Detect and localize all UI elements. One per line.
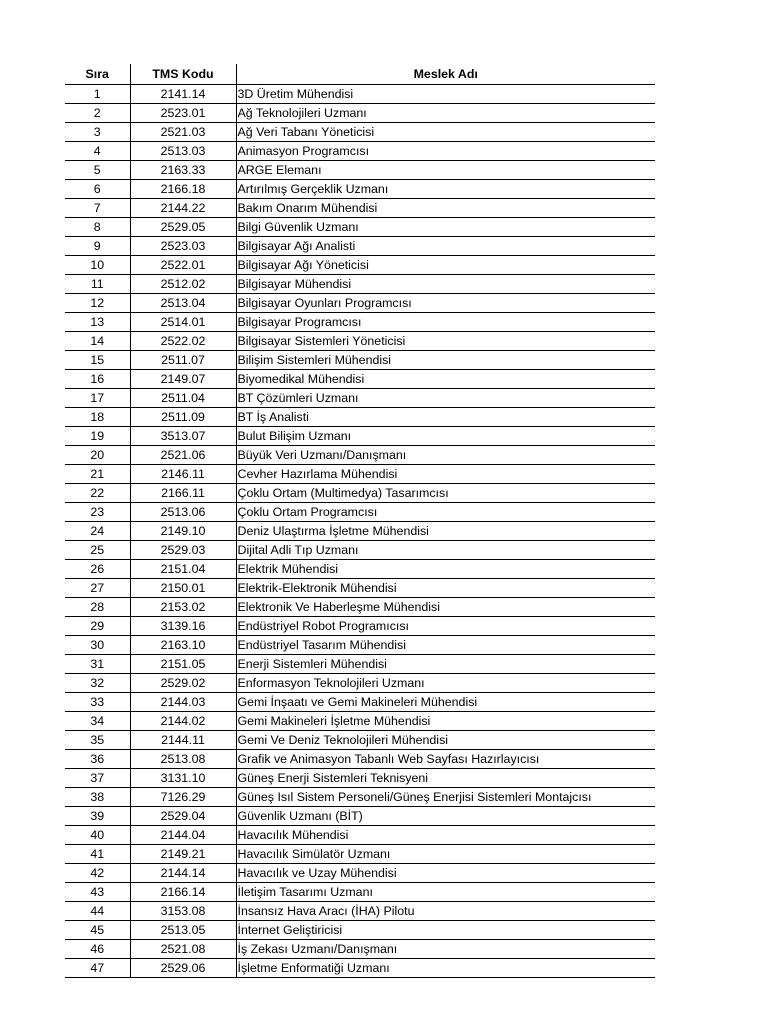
table-row xyxy=(65,351,655,370)
cell-sira: 19 xyxy=(65,427,130,446)
cell-sira: 23 xyxy=(65,503,130,522)
cell-tms-kodu: 2151.05 xyxy=(130,655,236,674)
cell-sira: 47 xyxy=(65,959,130,978)
cell-sira: 43 xyxy=(65,883,130,902)
table-row xyxy=(65,104,655,123)
cell-sira: 20 xyxy=(65,446,130,465)
cell-tms-kodu: 2511.09 xyxy=(130,408,236,427)
cell-sira: 21 xyxy=(65,465,130,484)
table-row xyxy=(65,541,655,560)
cell-tms-kodu: 2149.10 xyxy=(130,522,236,541)
table-row xyxy=(65,522,655,541)
cell-meslek-adi: İşletme Enformatiği Uzmanı xyxy=(236,959,655,978)
cell-meslek-adi: Biyomedikal Mühendisi xyxy=(236,370,655,389)
cell-meslek-adi: Endüstriyel Robot Programıcısı xyxy=(236,617,655,636)
table-row xyxy=(65,788,655,807)
cell-tms-kodu: 2523.01 xyxy=(130,104,236,123)
cell-tms-kodu: 7126.29 xyxy=(130,788,236,807)
table-row xyxy=(65,370,655,389)
cell-tms-kodu: 2146.11 xyxy=(130,465,236,484)
cell-meslek-adi: Ağ Teknolojileri Uzmanı xyxy=(236,104,655,123)
table-row xyxy=(65,712,655,731)
cell-sira: 34 xyxy=(65,712,130,731)
cell-tms-kodu: 2163.33 xyxy=(130,161,236,180)
cell-meslek-adi: Elektrik Mühendisi xyxy=(236,560,655,579)
table-row xyxy=(65,560,655,579)
table-row xyxy=(65,769,655,788)
cell-tms-kodu: 2511.07 xyxy=(130,351,236,370)
cell-tms-kodu: 3153.08 xyxy=(130,902,236,921)
cell-meslek-adi: Artırılmış Gerçeklik Uzmanı xyxy=(236,180,655,199)
cell-sira: 8 xyxy=(65,218,130,237)
table-row xyxy=(65,446,655,465)
cell-meslek-adi: Deniz Ulaştırma İşletme Mühendisi xyxy=(236,522,655,541)
cell-meslek-adi: Çoklu Ortam (Multimedya) Tasarımcısı xyxy=(236,484,655,503)
cell-meslek-adi: 3D Üretim Mühendisi xyxy=(236,85,655,104)
cell-meslek-adi: Bilişim Sistemleri Mühendisi xyxy=(236,351,655,370)
cell-sira: 35 xyxy=(65,731,130,750)
cell-meslek-adi: Bilgisayar Programcısı xyxy=(236,313,655,332)
cell-meslek-adi: BT Çözümleri Uzmanı xyxy=(236,389,655,408)
cell-sira: 42 xyxy=(65,864,130,883)
cell-meslek-adi: Dijital Adli Tıp Uzmanı xyxy=(236,541,655,560)
cell-meslek-adi: Havacılık Simülatör Uzmanı xyxy=(236,845,655,864)
table-row xyxy=(65,807,655,826)
cell-tms-kodu: 2144.02 xyxy=(130,712,236,731)
cell-meslek-adi: ARGE Elemanı xyxy=(236,161,655,180)
cell-tms-kodu: 2529.06 xyxy=(130,959,236,978)
cell-tms-kodu: 2144.22 xyxy=(130,199,236,218)
cell-tms-kodu: 2153.02 xyxy=(130,598,236,617)
cell-sira: 36 xyxy=(65,750,130,769)
cell-sira: 38 xyxy=(65,788,130,807)
cell-sira: 11 xyxy=(65,275,130,294)
cell-tms-kodu: 2151.04 xyxy=(130,560,236,579)
cell-meslek-adi: Havacılık ve Uzay Mühendisi xyxy=(236,864,655,883)
table-row xyxy=(65,465,655,484)
cell-tms-kodu: 2149.21 xyxy=(130,845,236,864)
cell-sira: 17 xyxy=(65,389,130,408)
cell-sira: 12 xyxy=(65,294,130,313)
column-header-tms-kodu: TMS Kodu xyxy=(130,64,236,85)
cell-meslek-adi: Bilgisayar Mühendisi xyxy=(236,275,655,294)
cell-tms-kodu: 3131.10 xyxy=(130,769,236,788)
table-row xyxy=(65,693,655,712)
cell-tms-kodu: 2513.03 xyxy=(130,142,236,161)
cell-meslek-adi: BT İş Analisti xyxy=(236,408,655,427)
table-row xyxy=(65,218,655,237)
cell-sira: 9 xyxy=(65,237,130,256)
cell-tms-kodu: 2529.02 xyxy=(130,674,236,693)
cell-meslek-adi: Gemi Ve Deniz Teknolojileri Mühendisi xyxy=(236,731,655,750)
cell-tms-kodu: 2512.02 xyxy=(130,275,236,294)
cell-meslek-adi: Çoklu Ortam Programcısı xyxy=(236,503,655,522)
table-row xyxy=(65,256,655,275)
table-row xyxy=(65,180,655,199)
cell-meslek-adi: Havacılık Mühendisi xyxy=(236,826,655,845)
table-row xyxy=(65,427,655,446)
table-row xyxy=(65,294,655,313)
cell-meslek-adi: Güneş Enerji Sistemleri Teknisyeni xyxy=(236,769,655,788)
cell-meslek-adi: Enerji Sistemleri Mühendisi xyxy=(236,655,655,674)
cell-tms-kodu: 3139.16 xyxy=(130,617,236,636)
cell-meslek-adi: Bilgisayar Ağı Analisti xyxy=(236,237,655,256)
cell-meslek-adi: İş Zekası Uzmanı/Danışmanı xyxy=(236,940,655,959)
cell-tms-kodu: 2166.18 xyxy=(130,180,236,199)
table-row xyxy=(65,579,655,598)
table-row xyxy=(65,85,655,104)
cell-tms-kodu: 2166.11 xyxy=(130,484,236,503)
cell-meslek-adi: Gemi İnşaatı ve Gemi Makineleri Mühendisi xyxy=(236,693,655,712)
cell-sira: 31 xyxy=(65,655,130,674)
cell-sira: 25 xyxy=(65,541,130,560)
table-row xyxy=(65,883,655,902)
cell-tms-kodu: 2149.07 xyxy=(130,370,236,389)
table-row xyxy=(65,940,655,959)
cell-sira: 37 xyxy=(65,769,130,788)
table-row xyxy=(65,408,655,427)
table-row xyxy=(65,655,655,674)
cell-sira: 26 xyxy=(65,560,130,579)
cell-meslek-adi: İnsansız Hava Aracı (İHA) Pilotu xyxy=(236,902,655,921)
cell-tms-kodu: 2166.14 xyxy=(130,883,236,902)
cell-tms-kodu: 2513.05 xyxy=(130,921,236,940)
cell-sira: 6 xyxy=(65,180,130,199)
cell-tms-kodu: 2511.04 xyxy=(130,389,236,408)
cell-tms-kodu: 2529.04 xyxy=(130,807,236,826)
cell-tms-kodu: 2521.03 xyxy=(130,123,236,142)
cell-tms-kodu: 2521.06 xyxy=(130,446,236,465)
cell-tms-kodu: 2144.03 xyxy=(130,693,236,712)
cell-tms-kodu: 2513.04 xyxy=(130,294,236,313)
cell-sira: 30 xyxy=(65,636,130,655)
cell-sira: 4 xyxy=(65,142,130,161)
cell-sira: 18 xyxy=(65,408,130,427)
header-row xyxy=(65,64,655,85)
table-row xyxy=(65,845,655,864)
table-row xyxy=(65,902,655,921)
cell-sira: 45 xyxy=(65,921,130,940)
cell-meslek-adi: Gemi Makineleri İşletme Mühendisi xyxy=(236,712,655,731)
table-body xyxy=(65,85,655,978)
cell-meslek-adi: Enformasyon Teknolojileri Uzmanı xyxy=(236,674,655,693)
cell-meslek-adi: Elektrik-Elektronik Mühendisi xyxy=(236,579,655,598)
cell-sira: 40 xyxy=(65,826,130,845)
cell-meslek-adi: Bilgisayar Ağı Yöneticisi xyxy=(236,256,655,275)
cell-sira: 10 xyxy=(65,256,130,275)
table-row xyxy=(65,123,655,142)
column-header-sira: Sıra xyxy=(65,64,130,85)
cell-tms-kodu: 2513.08 xyxy=(130,750,236,769)
cell-tms-kodu: 2144.11 xyxy=(130,731,236,750)
cell-tms-kodu: 2521.08 xyxy=(130,940,236,959)
table-row xyxy=(65,598,655,617)
cell-sira: 1 xyxy=(65,85,130,104)
cell-sira: 39 xyxy=(65,807,130,826)
cell-meslek-adi: İnternet Geliştiricisi xyxy=(236,921,655,940)
table-row xyxy=(65,921,655,940)
table-row xyxy=(65,313,655,332)
occupation-table-sheet xyxy=(65,64,655,978)
cell-sira: 14 xyxy=(65,332,130,351)
table-row xyxy=(65,142,655,161)
table-row xyxy=(65,636,655,655)
cell-sira: 33 xyxy=(65,693,130,712)
cell-meslek-adi: Bakım Onarım Mühendisi xyxy=(236,199,655,218)
cell-meslek-adi: Büyük Veri Uzmanı/Danışmanı xyxy=(236,446,655,465)
cell-sira: 24 xyxy=(65,522,130,541)
cell-sira: 7 xyxy=(65,199,130,218)
cell-sira: 32 xyxy=(65,674,130,693)
table-row xyxy=(65,503,655,522)
cell-meslek-adi: Animasyon Programcısı xyxy=(236,142,655,161)
table-row xyxy=(65,674,655,693)
cell-sira: 29 xyxy=(65,617,130,636)
table-row xyxy=(65,161,655,180)
cell-meslek-adi: Elektronik Ve Haberleşme Mühendisi xyxy=(236,598,655,617)
cell-sira: 41 xyxy=(65,845,130,864)
cell-meslek-adi: Bilgi Güvenlik Uzmanı xyxy=(236,218,655,237)
table-row xyxy=(65,731,655,750)
cell-meslek-adi: Güneş Isıl Sistem Personeli/Güneş Enerjisi Sistemleri Montajcısı xyxy=(236,788,655,807)
cell-tms-kodu: 2163.10 xyxy=(130,636,236,655)
cell-tms-kodu: 2144.14 xyxy=(130,864,236,883)
cell-tms-kodu: 2513.06 xyxy=(130,503,236,522)
cell-meslek-adi: Ağ Veri Tabanı Yöneticisi xyxy=(236,123,655,142)
table-row xyxy=(65,750,655,769)
cell-meslek-adi: Grafik ve Animasyon Tabanlı Web Sayfası Hazırlayıcısı xyxy=(236,750,655,769)
cell-sira: 44 xyxy=(65,902,130,921)
cell-sira: 2 xyxy=(65,104,130,123)
cell-sira: 22 xyxy=(65,484,130,503)
cell-tms-kodu: 2529.05 xyxy=(130,218,236,237)
cell-sira: 16 xyxy=(65,370,130,389)
cell-tms-kodu: 2144.04 xyxy=(130,826,236,845)
cell-tms-kodu: 3513.07 xyxy=(130,427,236,446)
cell-sira: 28 xyxy=(65,598,130,617)
cell-tms-kodu: 2522.01 xyxy=(130,256,236,275)
cell-sira: 46 xyxy=(65,940,130,959)
cell-tms-kodu: 2523.03 xyxy=(130,237,236,256)
cell-tms-kodu: 2514.01 xyxy=(130,313,236,332)
cell-sira: 13 xyxy=(65,313,130,332)
table-row xyxy=(65,864,655,883)
cell-sira: 3 xyxy=(65,123,130,142)
cell-meslek-adi: Bilgisayar Sistemleri Yöneticisi xyxy=(236,332,655,351)
cell-meslek-adi: Bilgisayar Oyunları Programcısı xyxy=(236,294,655,313)
table-row xyxy=(65,389,655,408)
cell-sira: 15 xyxy=(65,351,130,370)
table-row xyxy=(65,959,655,978)
cell-tms-kodu: 2150.01 xyxy=(130,579,236,598)
occupation-table xyxy=(65,64,655,978)
table-row xyxy=(65,275,655,294)
cell-meslek-adi: Cevher Hazırlama Mühendisi xyxy=(236,465,655,484)
table-row xyxy=(65,199,655,218)
table-row xyxy=(65,237,655,256)
cell-tms-kodu: 2141.14 xyxy=(130,85,236,104)
cell-meslek-adi: Endüstriyel Tasarım Mühendisi xyxy=(236,636,655,655)
cell-sira: 5 xyxy=(65,161,130,180)
cell-meslek-adi: Bulut Bilişim Uzmanı xyxy=(236,427,655,446)
cell-meslek-adi: Güvenlik Uzmanı (BİT) xyxy=(236,807,655,826)
table-row xyxy=(65,484,655,503)
cell-sira: 27 xyxy=(65,579,130,598)
column-header-meslek-adi: Meslek Adı xyxy=(236,64,655,85)
cell-tms-kodu: 2529.03 xyxy=(130,541,236,560)
cell-meslek-adi: İletişim Tasarımı Uzmanı xyxy=(236,883,655,902)
table-row xyxy=(65,332,655,351)
table-header xyxy=(65,64,655,85)
cell-tms-kodu: 2522.02 xyxy=(130,332,236,351)
table-row xyxy=(65,617,655,636)
table-row xyxy=(65,826,655,845)
